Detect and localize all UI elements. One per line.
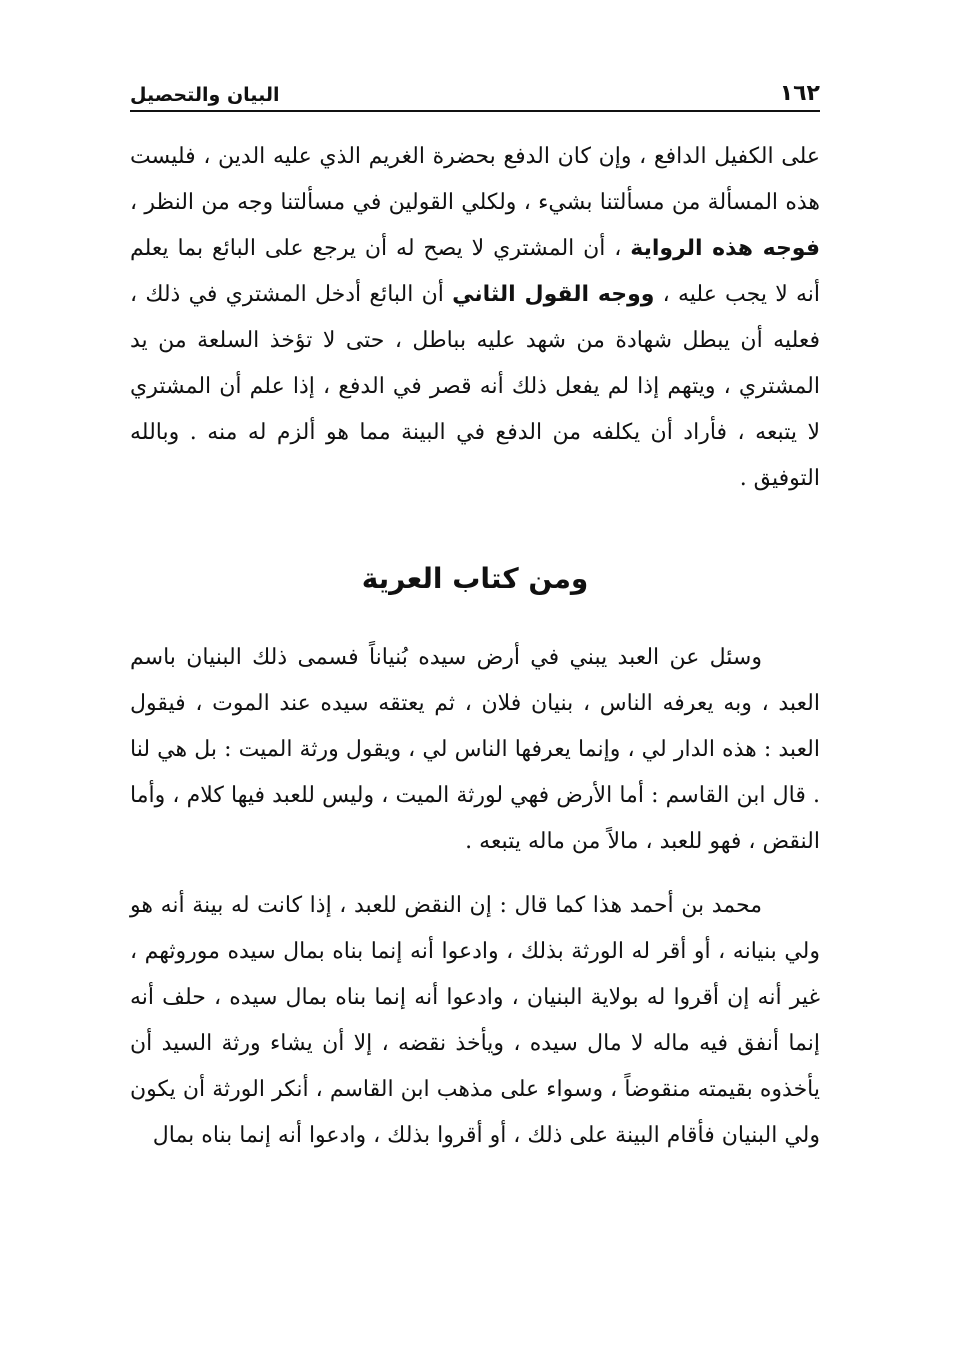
- paragraph-continuation: [130, 134, 820, 502]
- paragraph-text: على الكفيل الدافع ، وإن كان الدفع بحضرة الغريم الذي عليه الدين ، فليست هذه المسألة من مسألتنا بشيء ، ولكلي القولين في مسألتنا وجه من النظر ،: [130, 144, 820, 215]
- book-page: [130, 70, 820, 1159]
- page-number: ١٦٢: [779, 81, 820, 106]
- paragraph-question: وسئل عن العبد يبني في أرض سيده بُنياناً فسمى ذلك البنيان باسم العبد ، وبه يعرفه الناس ، بنيان فلان ، ثم يعتقه سيده عند الموت ، فيقول العبد : هذه الدار لي ، وإنما يعرفها الناس لي ، ويقول ورثة الميت : بل هي لنا . قال ابن القاسم : أما الأرض فهي لورثة الميت ، وليس للعبد فيها كلام ، وأما النقض ، فهو للعبد ، مالاً من ماله يتبعه .: [130, 645, 820, 854]
- section-heading: ومن كتاب العرية: [361, 562, 589, 595]
- paragraph-text: أن البائع أدخل المشتري في ذلك ، فعليه أن يبطل شهادة من شهد عليه بباطل ، حتى لا تؤخذ السلعة من يد المشتري ، ويتهم إذا لم يفعل ذلك أنه قصر في الدفع ، إذا علم أن المشتري لا يتبعه ، فأراد أن يكلفه من الدفع في البينة مما هو ألزم له منه . وبالله التوفيق .: [130, 282, 820, 491]
- running-header: [130, 70, 820, 112]
- paragraph-commentary: محمد بن أحمد هذا كما قال : إن النقض للعبد ، إذا كانت له بينة أنه هو ولي بنيانه ، أو أقر له الورثة بذلك ، وادعوا أنه إنما بناه بمال سيده موروثهم ، غير أنه إن أقروا له بولاية البنيان ، وادعوا أنه إنما بناه بمال سيده ، حلف أنه إنما أنفق فيه ماله لا مال سيده ، ويأخذ نقضه ، إلا أن يشاء ورثة السيد أن يأخذوه بقيمته منقوضاً ، وسواء على مذهب ابن القاسم ، أنكر الورثة أن يكون ولي البنيان فأقام البينة على ذلك ، أو أقروا بذلك ، وادعوا أنه إنما بناه بمال: [130, 893, 820, 1148]
- bold-phrase-first-view: فوجه هذه الرواية: [630, 236, 820, 261]
- paragraph-text: ، أن المشتري لا يصح له أن يرجع على البائع بما يعلم أنه لا يجب عليه ،: [130, 236, 820, 307]
- book-title: البيان والتحصيل: [130, 84, 280, 106]
- bold-phrase-second-view: ووجه القول الثاني: [452, 282, 655, 307]
- paragraph-gap: [130, 865, 820, 883]
